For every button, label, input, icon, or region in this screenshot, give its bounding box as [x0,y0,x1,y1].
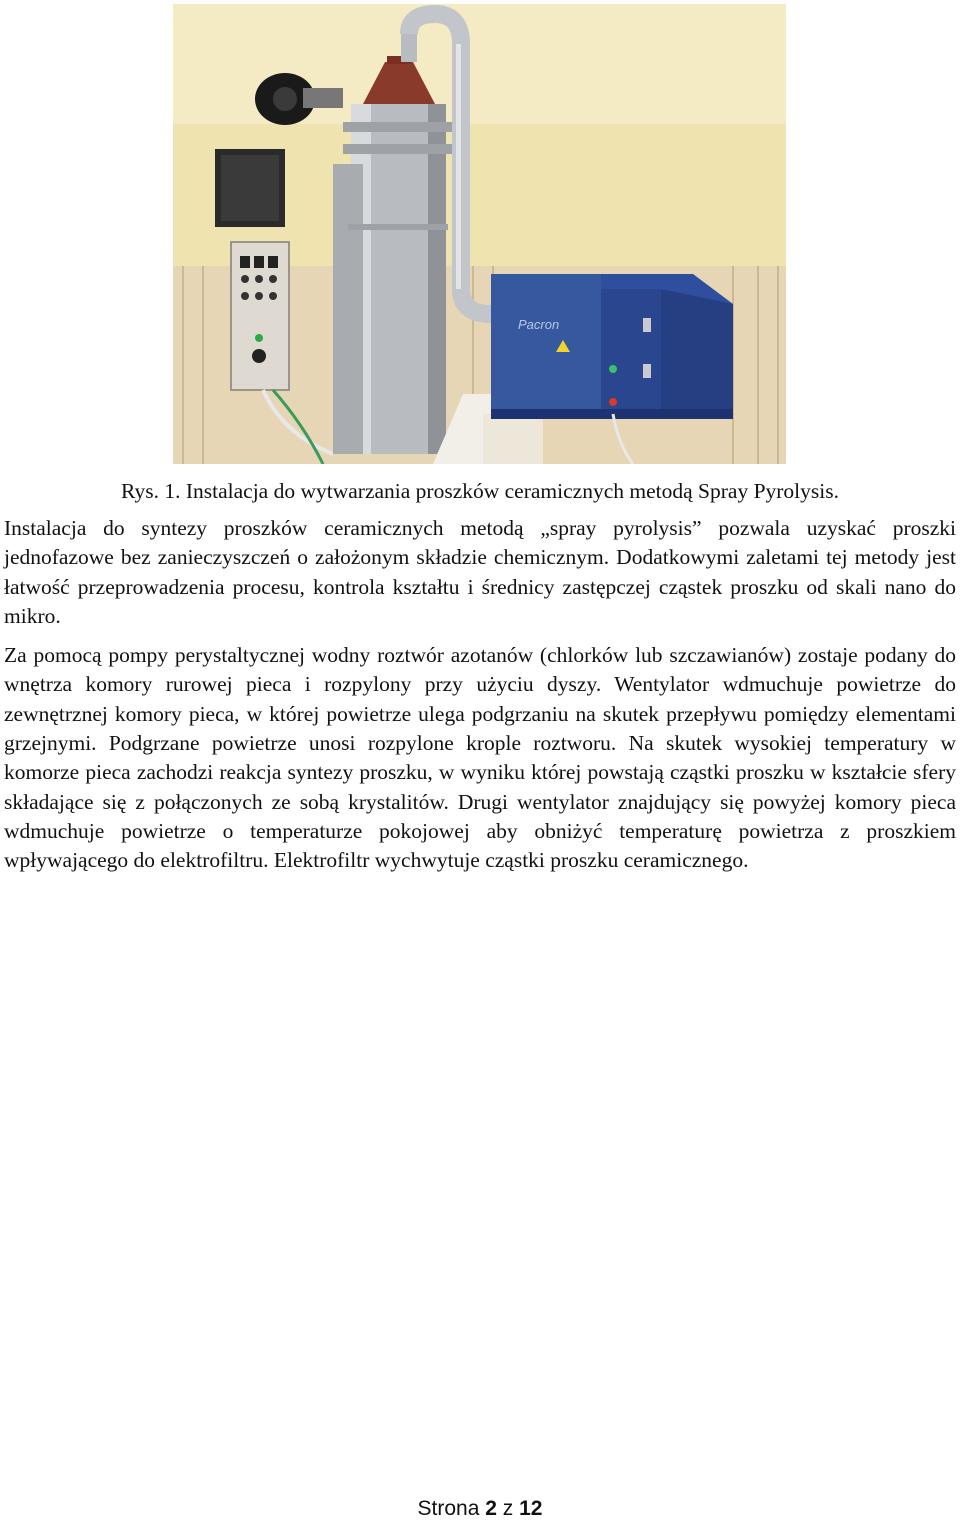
footer-prefix: Strona [417,1497,480,1520]
page-footer [0,1495,960,1523]
paragraph: Za pomocą pompy perystaltycznej wodny roztwór azotanów (chlorków lub szczawianów) zostaje podany do wnętrza komory rurowej pieca i rozpylony przy użyciu dyszy. Wentylator wdmuchuje powietrze do zewnętrznej komory pieca, w której powietrze ulega podgrzaniu na skutek przepływu pomiędzy elementami grzejnymi. Podgrzane powietrze unosi rozpylone krople roztworu. Na skutek wysokiej temperatury w komorze pieca zachodzi reakcja syntezy proszku, w wyniku której powstają cząstki proszku w kształcie sfery składające się z połączonych ze sobą krystalitów. Drugi wentylator znajdujący się powyżej komory pieca wdmuchuje powietrze o temperaturze pokojowej aby obniżyć temperaturę powietrza z proszkiem wpływającego do elektrofiltru. Elektrofiltr wychwytuje cząstki proszku ceramicznego. [4,643,956,873]
figure-caption: Rys. 1. Instalacja do wytwarzania proszków ceramicznych metodą Spray Pyrolysis. [121,479,839,503]
total-page-count: 12 [519,1497,543,1520]
footer-separator: z [502,1497,514,1520]
spray-pyrolysis-installation-photo [173,4,786,464]
figure-photo [173,4,786,464]
current-page-number: 2 [485,1497,497,1520]
body-text [4,514,956,886]
equipment-label: Pacron [518,317,560,332]
paragraph: Instalacja do syntezy proszków ceramicznych metodą „spray pyrolysis” pozwala uzyskać proszki jednofazowe bez zanieczyszczeń o założonym składzie chemicznym. Dodatkowymi zaletami tej metody jest łatwość przeprowadzenia procesu, kontrola kształtu i średnicy zastępczej cząstek proszku od skali nano do mikro. [4,516,956,628]
